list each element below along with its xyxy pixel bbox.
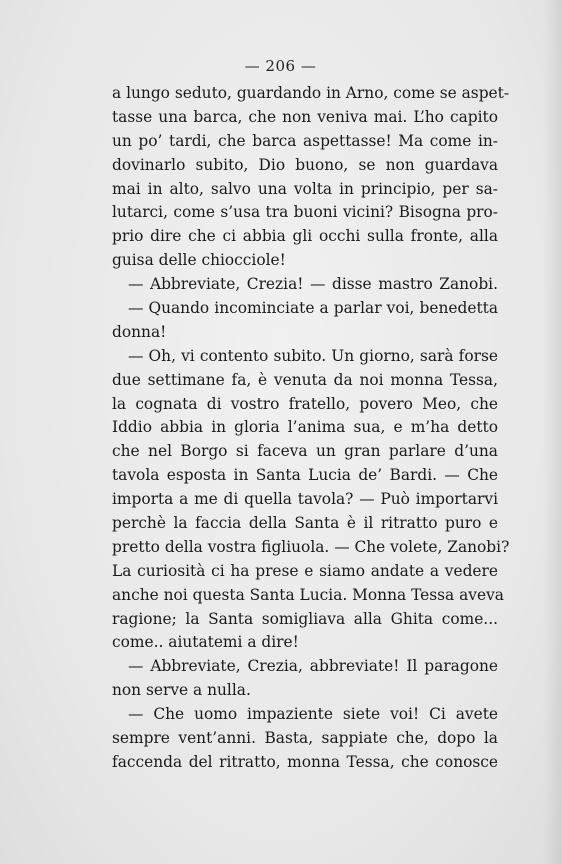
text-line: donna!	[112, 322, 167, 341]
text-line: pretto della vostra figliuola. — Che volete, Zanobi?	[112, 537, 510, 556]
text-line: Iddio abbia in gloria l’anima sua, e m’ha detto	[112, 418, 498, 437]
text-line: non serve a nulla.	[112, 681, 251, 700]
page-number: — 206 —	[244, 57, 317, 75]
body-text	[112, 82, 510, 775]
page-edge-shadow	[543, 0, 561, 864]
text-line: tavola esposta in Santa Lucia de’ Bardi. — Che	[112, 466, 498, 485]
text-line: a lungo seduto, guardando in Arno, come se aspet-	[112, 84, 510, 102]
text-line: importa a me di quella tavola? — Può importarvi	[112, 490, 498, 509]
text-line: — Abbreviate, Crezia! — disse mastro Zanobi.	[128, 275, 498, 294]
text-line: perchè la faccia della Santa è il ritratto puro e	[112, 514, 498, 533]
text-line: — Quando incominciate a parlar voi, benedetta	[128, 299, 498, 318]
text-line: che nel Borgo si faceva un gran parlare d’una	[112, 442, 498, 461]
text-line: anche noi questa Santa Lucia. Monna Tessa aveva	[112, 585, 504, 604]
text-line: prio dire che ci abbia gli occhi sulla fronte, alla	[112, 227, 498, 246]
text-line: ragione; la Santa somigliava alla Ghita come...	[112, 609, 498, 628]
text-line: due settimane fa, è venuta da noi monna Tessa,	[112, 370, 498, 389]
text-line: La curiosità ci ha prese e siamo andate a vedere	[112, 561, 498, 580]
text-line: — Che uomo impaziente siete voi! Ci avete	[128, 705, 498, 724]
text-line: guisa delle chiocciole!	[112, 251, 286, 270]
text-line: mai in alto, salvo una volta in principio, per sa-	[112, 179, 498, 198]
text-line: — Oh, vi contento subito. Un giorno, sarà forse	[128, 346, 498, 365]
text-line: faccenda del ritratto, monna Tessa, che conosce	[112, 752, 498, 771]
text-line: dovinarlo subito, Dio buono, se non guardava	[112, 155, 498, 174]
text-line: — Abbreviate, Crezia, abbreviate! Il paragone	[128, 657, 498, 676]
text-line: come.. aiutatemi a dire!	[112, 633, 299, 652]
text-line: lutarci, come s’usa tra buoni vicini? Bisogna pro-	[112, 203, 498, 222]
text-line: un po’ tardi, che barca aspettasse! Ma come in-	[112, 131, 498, 150]
text-line: tasse una barca, che non veniva mai. L’ho capito	[112, 107, 498, 126]
text-line: sempre vent’anni. Basta, sappiate che, dopo la	[112, 729, 498, 748]
text-line: la cognata di vostro fratello, povero Meo, che	[112, 394, 498, 413]
